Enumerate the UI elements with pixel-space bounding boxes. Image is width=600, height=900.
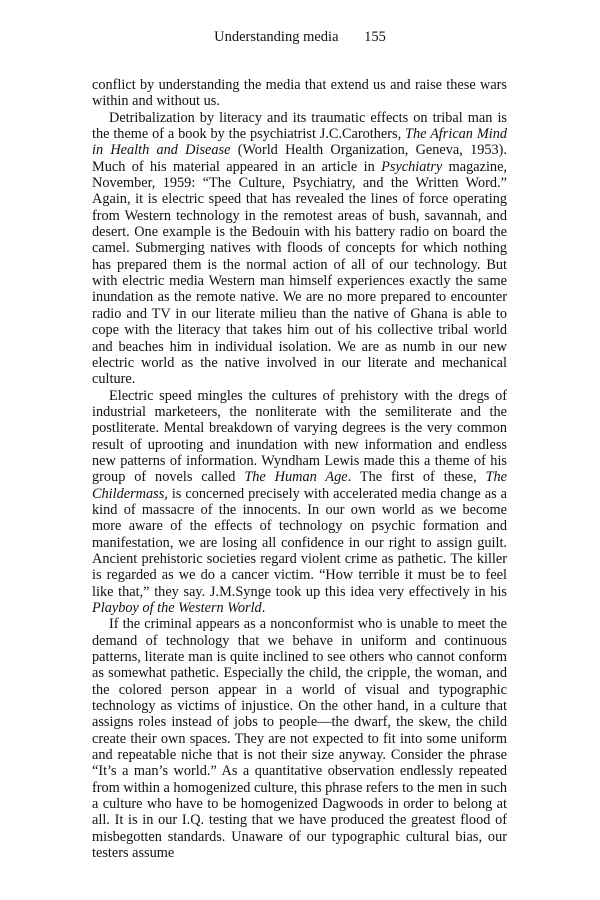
- text-run: . The first of these,: [347, 469, 486, 486]
- italic-title: Psychiatry: [381, 158, 443, 175]
- text-run: (World Health Organization, Geneva, 1953). Much of his material appeared in an article in: [92, 142, 507, 175]
- text-run: conflict by understanding the media that extend us and raise these wars within and without us.: [92, 77, 507, 110]
- italic-title: The African Mind in Health and Disease: [92, 126, 507, 159]
- running-header-title: Understanding media: [214, 29, 339, 45]
- paragraph: [92, 388, 507, 617]
- italic-title: Playboy of the Western World: [92, 600, 262, 616]
- text-run: .: [261, 600, 266, 616]
- italic-title: The Human Age: [244, 469, 348, 486]
- paragraph: [92, 110, 507, 388]
- page-number: 155: [364, 29, 386, 45]
- italic-title: The Childermass,: [92, 469, 507, 502]
- text-run: Electric speed mingles the cultures of prehistory with the dregs of industrial marketeers, the nonliterate with the semiliterate and the postliterate. Mental breakdown of varying degrees is the very common result of uprooting and inundation with new information and endless new patterns of information. Wyndham Lewis made this a theme of his group of novels called: [92, 387, 507, 486]
- text-run: If the criminal appears as a nonconformist who is unable to meet the demand of technology that we behave in uniform and continuous patterns, literate man is quite inclined to see others who cannot conform as somewhat pathetic. Especially the child, the cripple, the woman, and the colored person appear in a world of visual and typographic technology as victims of injustice. On the other hand, in a culture that assigns roles instead of jobs to people—the dwarf, the skew, the child create their own spaces. They are not expected to fit into some uniform and repeatable niche that is not their size anyway. Consider the phrase “It’s a man’s world.” As a quantitative observation endlessly repeated from within a homogenized culture, this phrase refers to the men in such a culture who have to be homogenized Dagwoods in order to belong at all. It is in our I.Q. testing that we have produced the greatest flood of misbegotten standards. Unaware of our typographic cultural bias, our testers assume: [92, 616, 507, 862]
- paragraph: [92, 77, 507, 110]
- text-run: magazine, November, 1959: “The Culture, Psychiatry, and the Written Word.” Again, it is electric speed that has revealed the lines of force operating from Western technology in the remotest areas of bush, savannah, and desert. One example is the Bedouin with his battery radio on board the camel. Submerging natives with floods of concepts for which nothing has prepared them is the normal action of all of our technology. But with electric media Western man himself experiences exactly the same inundation as the remote native. We are no more prepared to encounter radio and TV in our literate milieu than the native of Ghana is able to cope with the literacy that takes him out of his collective tribal world and beaches him in individual isolation. We are as numb in our new electric world as the native involved in our literate and mechanical culture.: [92, 158, 507, 388]
- page-body: [92, 77, 507, 862]
- text-run: is concerned precisely with accelerated media change as a kind of massacre of the innocents. In our own world as we become more aware of the effects of technology on psychic formation and manifestation, we are losing all confidence in our right to assign guilt. Ancient prehistoric societies regard violent crime as pathetic. The killer is regarded as we do a cancer victim. “How terrible it must be to feel like that,” they say. J.M.Synge took up this idea very effectively in his: [92, 485, 507, 600]
- paragraph: [92, 616, 507, 861]
- text-run: Detribalization by literacy and its traumatic effects on tribal man is the theme of a book by the psychiatrist J.C.Carothers,: [92, 109, 507, 143]
- running-header: [0, 28, 600, 46]
